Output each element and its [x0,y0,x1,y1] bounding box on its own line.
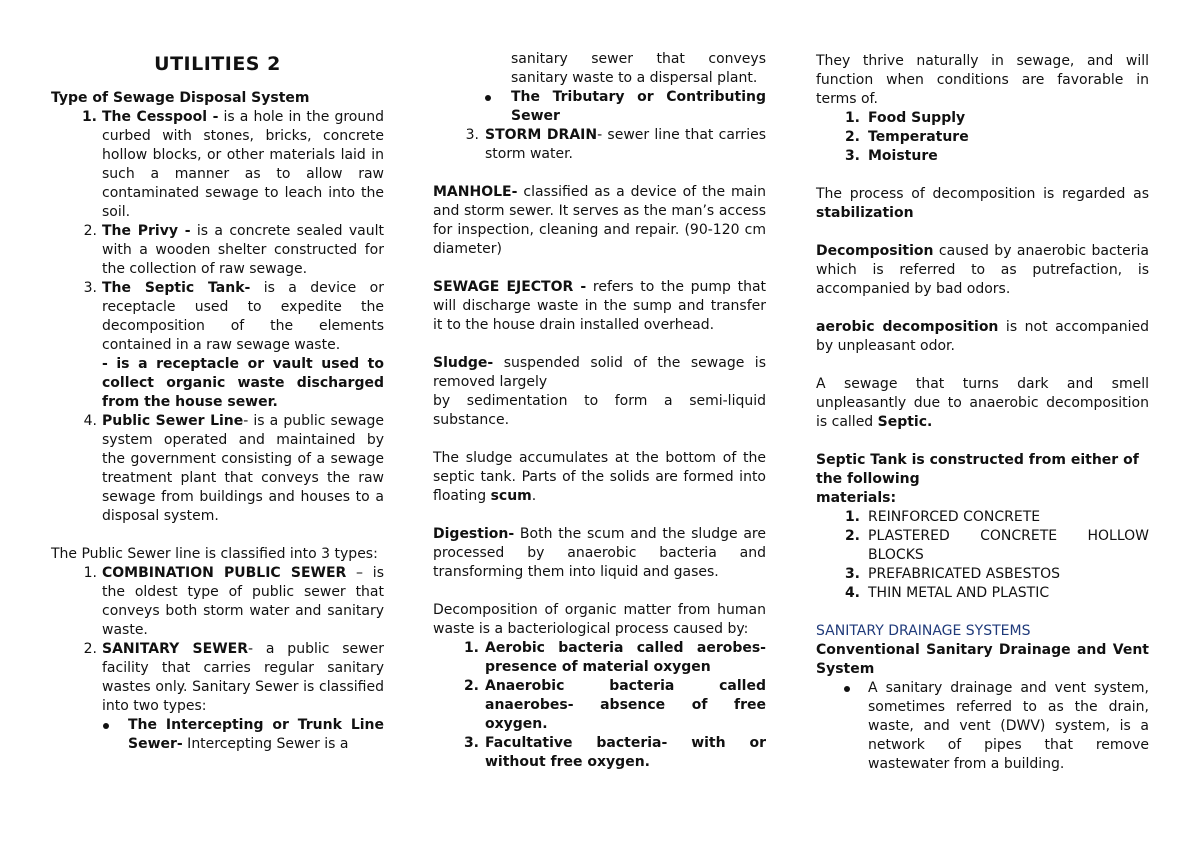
list-item [51,222,384,279]
list-text: PREFABRICATED ASBESTOS [868,566,1060,582]
paragraph [433,525,766,582]
list-number: 1. [844,509,860,525]
list-item [51,640,384,716]
list-item [433,734,766,772]
list-text: PLASTERED CONCRETE HOLLOW BLOCKS [868,528,1149,563]
paragraph: They thrive naturally in sewage, and will function when conditions are favorable in terms of. [816,53,1149,107]
text: The sludge accumulates at the bottom of the septic tank. Parts of the solids are formed into floating [433,450,766,504]
spacer [51,526,384,545]
paragraph [816,185,1149,223]
section-heading: Type of Sewage Disposal System [51,90,310,106]
definition: - sewer line that carries storm water. [485,127,766,162]
list-number: 4. [844,585,860,601]
list-number: 1. [844,110,860,126]
definition: suspended solid of the sewage is removed largely [433,355,766,390]
definition: Both the scum and the sludge are processed by anaerobic bacteria and transforming them into liquid and gases. [433,526,766,580]
list-text: REINFORCED CONCRETE [868,509,1041,525]
definition: is a hole in the ground curbed with stones, bricks, concrete hollow blocks, or other materials laid in such a manner as to allow raw contaminated sewage to leach into the soil. [102,109,384,220]
list-item [816,109,1149,128]
term: STORM DRAIN [485,127,598,143]
list-text: Moisture [868,148,938,164]
spacer [433,259,766,278]
list-number: 1. [463,640,479,656]
spacer [816,603,1149,622]
list-text: Facultative bacteria- with or without free oxygen. [485,735,766,770]
spacer [433,582,766,601]
bullet-item [51,716,384,754]
definition: is a concrete sealed vault with a wooden shelter constructed for the collection of raw sewage. [102,223,384,277]
list-number: 3. [83,280,97,296]
list-item [433,126,766,164]
paragraph [816,242,1149,299]
list-item [816,128,1149,147]
paragraph: sanitary sewer that conveys sanitary waste to a dispersal plant. [511,51,766,86]
term: The Tributary or Contributing Sewer [511,89,766,124]
list-number: 2. [83,641,97,657]
section-heading: Septic Tank is constructed from either of the following [816,452,1139,487]
term: Digestion- [433,526,515,542]
text: . [531,488,537,504]
term: The Cesspool - [102,109,219,125]
term: Public Sewer Line [102,413,244,429]
list-text: Aerobic bacteria called aerobes- presence of material oxygen [485,640,766,675]
spacer [816,166,1149,185]
term: aerobic decomposition [816,319,999,335]
list-number: 3. [844,566,860,582]
list-number: 1. [83,565,97,581]
definition: Intercepting Sewer is a [182,736,349,752]
term: stabilization [816,205,914,221]
paragraph: The Public Sewer line is classified into 3 types: [51,546,378,562]
column-3 [816,52,1149,774]
paragraph [816,318,1149,356]
spacer [816,299,1149,318]
text: The process of decomposition is regarded as [816,186,1149,202]
list-text: Temperature [868,129,969,145]
spacer [433,335,766,354]
paragraph: by sedimentation to form a semi-liquid substance. [433,393,766,428]
section-heading: materials: [816,490,897,506]
section-title: SANITARY DRAINAGE SYSTEMS [816,623,1031,639]
term: COMBINATION PUBLIC SEWER [102,565,347,581]
definition: - is a public sewage system operated and maintained by the government consisting of a sewage treatment plant that conveys the raw sewage from buildings and houses to a disposal system. [102,413,384,524]
list-item [51,279,384,412]
list-number: 3. [465,127,479,143]
term: Sludge- [433,355,494,371]
list-number: 2. [844,528,860,544]
list-item [816,565,1149,584]
spacer [816,432,1149,451]
term: The Septic Tank- [102,280,251,296]
definition: is not accompanied by unpleasant odor. [816,319,1149,354]
list-number: 4. [83,413,97,429]
list-item [433,677,766,734]
definition: – is the oldest type of public sewer that conveys both storm water and sanitary waste. [102,565,384,638]
term: SEWAGE EJECTOR - [433,279,587,295]
paragraph [433,183,766,259]
term: SANITARY SEWER [102,641,248,657]
definition: classified as a device of the main and storm sewer. It serves as the man’s access for inspection, cleaning and repair. (90-120 cm diameter) [433,184,766,257]
definition: refers to the pump that will discharge waste in the sump and transfer it to the house drain installed overhead. [433,279,767,333]
column-1 [51,52,384,754]
paragraph [433,449,766,506]
list-item [51,108,384,222]
term: MANHOLE- [433,184,518,200]
definition: - a public sewer facility that carries regular sanitary wastes only. Sanitary Sewer is classified into two types: [102,641,384,714]
list-number: 2. [83,223,97,239]
list-number: 1. [81,109,97,125]
paragraph [433,278,766,335]
definition: caused by anaerobic bacteria which is referred to as putrefaction, is accompanied by bad odors. [816,243,1149,297]
spacer [433,164,766,183]
spacer [816,356,1149,375]
bullet-item [433,88,766,126]
bullet-icon [103,723,109,729]
list-item [51,412,384,526]
list-item [51,564,384,640]
list-number: 3. [463,735,479,751]
list-item [816,147,1149,166]
list-item [433,639,766,677]
term: Decomposition [816,243,934,259]
term: scum [490,488,532,504]
paragraph [816,375,1149,432]
spacer [816,223,1149,242]
list-item [816,584,1149,603]
list-item [816,527,1149,565]
list-text: A sanitary drainage and vent system, sometimes referred to as the drain, waste, and vent (DWV) system, is a network of pipes that remove wastewater from a building. [868,680,1149,772]
term: The Intercepting or Trunk Line Sewer- [128,717,384,752]
term: Septic. [877,414,933,430]
list-text: Anaerobic bacteria called anaerobes- absence of free oxygen. [485,678,766,732]
document-title: UTILITIES 2 [154,53,281,75]
bullet-icon [844,686,850,692]
paragraph: Decomposition of organic matter from human waste is a bacteriological process caused by: [433,602,766,637]
definition: is a device or receptacle used to expedite the decomposition of the elements contained in a raw sewage waste. [102,280,384,353]
list-number: 3. [844,148,860,164]
list-item [816,508,1149,527]
paragraph [433,354,766,392]
list-number: 2. [844,129,860,145]
list-text: THIN METAL AND PLASTIC [868,585,1050,601]
text: A sewage that turns dark and smell unpleasantly due to anaerobic decomposition is called [816,376,1149,430]
bullet-item [816,679,1149,774]
bullet-icon [485,95,491,101]
section-heading: Conventional Sanitary Drainage and Vent System [816,642,1149,677]
column-2 [433,50,766,772]
spacer [433,430,766,449]
list-text: Food Supply [868,110,966,126]
definition-extra: - is a receptacle or vault used to collect organic waste discharged from the house sewer. [102,356,384,410]
spacer [433,506,766,525]
term: The Privy - [102,223,191,239]
list-number: 2. [463,678,479,694]
